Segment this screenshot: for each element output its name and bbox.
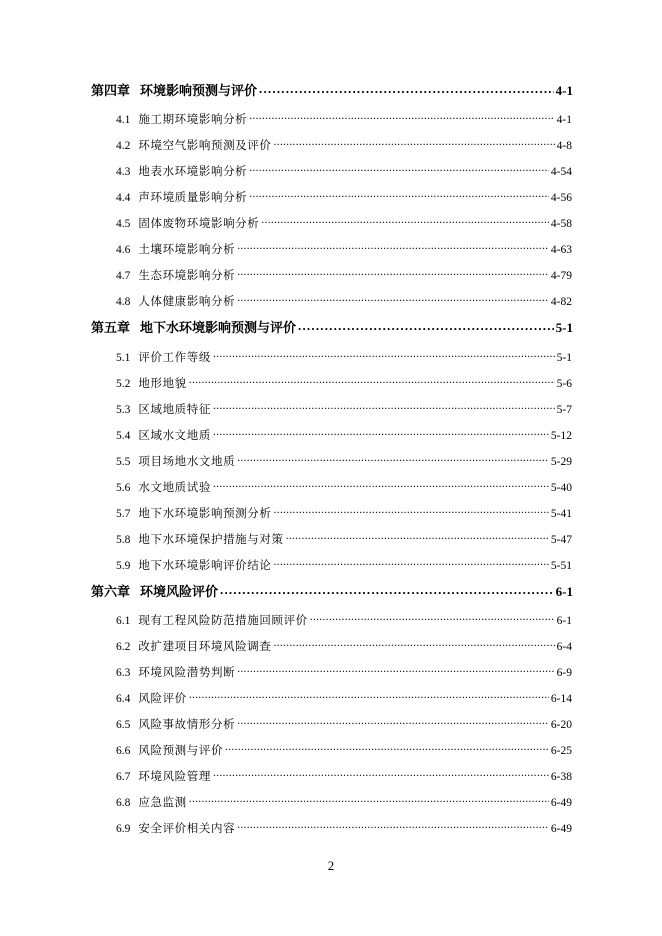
- toc-entry-title: 地下水环境影响预测与评价: [140, 321, 297, 336]
- toc-entry-title: 风险事故情形分析: [138, 716, 236, 731]
- toc-entry-number: 6.4: [116, 692, 131, 705]
- toc-dot-leader: [310, 612, 555, 624]
- toc-dot-leader: [213, 427, 549, 439]
- toc-dot-leader: [213, 479, 549, 491]
- toc-entry-number: 6.6: [116, 744, 131, 757]
- toc-entry-page: 4-1: [555, 83, 573, 98]
- toc-section-6-6[interactable]: [116, 742, 572, 757]
- toc-entry-page: 6-14: [550, 692, 572, 705]
- toc-dot-leader: [273, 638, 554, 650]
- toc-entry-page: 5-6: [556, 377, 572, 390]
- toc-dot-leader: [286, 531, 549, 543]
- toc-entry-title: 区域地质特征: [138, 401, 211, 416]
- toc-section-6-2[interactable]: [116, 638, 572, 653]
- toc-entry-title: 水文地质试验: [138, 479, 211, 494]
- toc-entry-number: 6.7: [116, 770, 131, 783]
- toc-entry-number: 5.6: [116, 481, 131, 494]
- toc-entry-page: 5-47: [550, 533, 572, 546]
- toc-entry-page: 5-41: [550, 507, 572, 520]
- toc-section-5-1[interactable]: [116, 349, 572, 364]
- toc-entry-title: 声环境质量影响分析: [138, 189, 248, 204]
- toc-dot-leader: [273, 505, 548, 517]
- toc-dot-leader: [249, 163, 549, 175]
- toc-section-6-9[interactable]: [116, 820, 572, 835]
- toc-entry-page: 5-51: [550, 559, 572, 572]
- toc-entry-page: 6-1: [556, 614, 572, 627]
- toc-entry-number: 第六章: [91, 584, 131, 599]
- toc-section-6-5[interactable]: [116, 716, 572, 731]
- toc-entry-page: 6-25: [550, 744, 572, 757]
- toc-chapter-6[interactable]: [91, 583, 573, 599]
- toc-dot-leader: [273, 137, 554, 149]
- toc-section-5-7[interactable]: [116, 505, 572, 520]
- toc-section-4-2[interactable]: [116, 137, 572, 152]
- toc-dot-leader: [259, 82, 554, 95]
- toc-entry-title: 项目场地水文地质: [138, 453, 236, 468]
- toc-entry-title: 人体健康影响分析: [138, 293, 236, 308]
- toc-entry-page: 5-40: [550, 481, 572, 494]
- toc-entry-number: 6.2: [116, 640, 131, 653]
- toc-dot-leader: [249, 189, 549, 201]
- toc-entry-page: 6-1: [555, 584, 573, 599]
- toc-entry-page: 5-29: [550, 455, 572, 468]
- toc-entry-title: 安全评价相关内容: [138, 820, 236, 835]
- toc-section-6-7[interactable]: [116, 768, 572, 783]
- toc-entry-title: 评价工作等级: [138, 349, 211, 364]
- toc-dot-leader: [261, 215, 549, 227]
- toc-dot-leader: [213, 768, 549, 780]
- toc-section-5-3[interactable]: [116, 401, 572, 416]
- toc-section-6-3[interactable]: [116, 664, 572, 679]
- toc-entry-title: 地表水环境影响分析: [138, 163, 248, 178]
- toc-section-6-4[interactable]: [116, 690, 572, 705]
- toc-entry-number: 4.7: [116, 269, 131, 282]
- toc-entry-title: 地下水环境影响预测分析: [138, 505, 272, 520]
- toc-section-4-6[interactable]: [116, 241, 572, 256]
- toc-entry-number: 4.1: [116, 113, 131, 126]
- toc-entry-number: 4.6: [116, 243, 131, 256]
- toc-dot-leader: [237, 664, 554, 676]
- toc-dot-leader: [237, 820, 549, 832]
- toc-dot-leader: [213, 401, 555, 413]
- toc-dot-leader: [213, 349, 555, 361]
- toc-entry-title: 改扩建项目环境风险调查: [138, 638, 272, 653]
- toc-entry-title: 固体废物环境影响分析: [138, 215, 260, 230]
- page-number: 2: [327, 858, 335, 873]
- toc-entry-title: 环境影响预测与评价: [140, 84, 258, 99]
- toc-section-5-8[interactable]: [116, 531, 572, 546]
- toc-entry-number: 5.1: [116, 351, 131, 364]
- toc-dot-leader: [237, 453, 549, 465]
- toc-entry-number: 6.1: [116, 614, 131, 627]
- toc-entry-number: 4.3: [116, 165, 131, 178]
- toc-entry-title: 环境风险潜势判断: [138, 664, 236, 679]
- toc-entry-number: 6.5: [116, 718, 131, 731]
- toc-section-4-1[interactable]: [116, 111, 572, 126]
- toc-dot-leader: [225, 742, 549, 754]
- toc-entry-title: 区域水文地质: [138, 427, 211, 442]
- toc-dot-leader: [189, 690, 549, 702]
- toc-section-4-4[interactable]: [116, 189, 572, 204]
- toc-entry-page: 5-1: [556, 351, 572, 364]
- toc-entry-title: 施工期环境影响分析: [138, 111, 248, 126]
- toc-entry-page: 6-49: [550, 796, 572, 809]
- toc-entry-title: 环境风险管理: [138, 768, 211, 783]
- toc-entry-number: 4.2: [116, 139, 131, 152]
- toc-dot-leader: [189, 375, 555, 387]
- toc-dot-leader: [237, 241, 549, 253]
- toc-entry-page: 4-1: [556, 113, 572, 126]
- toc-section-4-8[interactable]: [116, 293, 572, 308]
- toc-entry-page: 4-56: [550, 191, 572, 204]
- toc-entry-number: 4.5: [116, 217, 131, 230]
- toc-entry-number: 第四章: [91, 83, 131, 98]
- toc-entry-title: 地下水环境影响评价结论: [138, 557, 272, 572]
- toc-section-6-1[interactable]: [116, 612, 572, 627]
- toc-entry-number: 5.5: [116, 455, 131, 468]
- toc-entry-number: 6.9: [116, 822, 131, 835]
- toc-section-5-2[interactable]: [116, 375, 572, 390]
- toc-section-4-3[interactable]: [116, 163, 572, 178]
- toc-section-4-7[interactable]: [116, 267, 572, 282]
- toc-entry-page: 6-4: [556, 640, 572, 653]
- toc-entry-number: 5.3: [116, 403, 131, 416]
- toc-entry-page: 6-49: [550, 822, 572, 835]
- toc-entry-title: 环境风险评价: [140, 585, 219, 600]
- toc-dot-leader: [237, 267, 549, 279]
- toc-entry-title: 应急监测: [138, 794, 187, 809]
- toc-dot-leader: [249, 111, 554, 123]
- toc-entry-page: 5-1: [555, 320, 573, 335]
- toc-entry-title: 土壤环境影响分析: [138, 241, 236, 256]
- toc-entry-page: 5-12: [550, 429, 572, 442]
- toc-entry-title: 现有工程风险防范措施回顾评价: [138, 612, 308, 627]
- toc-entry-page: 6-38: [550, 770, 572, 783]
- toc-entry-number: 5.7: [116, 507, 131, 520]
- toc-entry-title: 环境空气影响预测及评价: [138, 137, 272, 152]
- toc-entry-number: 第五章: [91, 320, 131, 335]
- toc-entry-page: 4-8: [556, 139, 572, 152]
- toc-entry-page: 6-9: [556, 666, 572, 679]
- toc-dot-leader: [237, 293, 549, 305]
- toc-dot-leader: [273, 557, 548, 569]
- toc-entry-title: 风险预测与评价: [138, 742, 224, 757]
- toc-entry-number: 5.4: [116, 429, 131, 442]
- toc-section-4-5[interactable]: [116, 215, 572, 230]
- toc-section-5-5[interactable]: [116, 453, 572, 468]
- toc-dot-leader: [298, 319, 554, 332]
- toc-entry-page: 4-58: [550, 217, 572, 230]
- toc-entry-page: 4-79: [550, 269, 572, 282]
- toc-chapter-5[interactable]: [91, 319, 573, 335]
- toc-entry-page: 6-20: [550, 718, 572, 731]
- toc-entry-title: 风险评价: [138, 690, 187, 705]
- toc-section-5-4[interactable]: [116, 427, 572, 442]
- toc-entry-number: 5.9: [116, 559, 131, 572]
- toc-entry-number: 6.8: [116, 796, 131, 809]
- toc-entry-number: 6.3: [116, 666, 131, 679]
- toc-entry-title: 地下水环境保护措施与对策: [138, 531, 284, 546]
- toc-entry-page: 4-54: [550, 165, 572, 178]
- toc-chapter-4[interactable]: [91, 82, 573, 98]
- toc-dot-leader: [220, 583, 554, 596]
- toc-dot-leader: [237, 716, 549, 728]
- toc-entry-number: 5.2: [116, 377, 131, 390]
- toc-section-6-8[interactable]: [116, 794, 572, 809]
- toc-entry-title: 地形地貌: [138, 375, 187, 390]
- toc-section-5-9[interactable]: [116, 557, 572, 572]
- toc-entry-number: 4.8: [116, 295, 131, 308]
- toc-entry-number: 5.8: [116, 533, 131, 546]
- toc-section-5-6[interactable]: [116, 479, 572, 494]
- toc-entry-title: 生态环境影响分析: [138, 267, 236, 282]
- toc-dot-leader: [189, 794, 549, 806]
- toc-entry-page: 4-63: [550, 243, 572, 256]
- toc-entry-number: 4.4: [116, 191, 131, 204]
- toc-entry-page: 5-7: [556, 403, 572, 416]
- toc-entry-page: 4-82: [550, 295, 572, 308]
